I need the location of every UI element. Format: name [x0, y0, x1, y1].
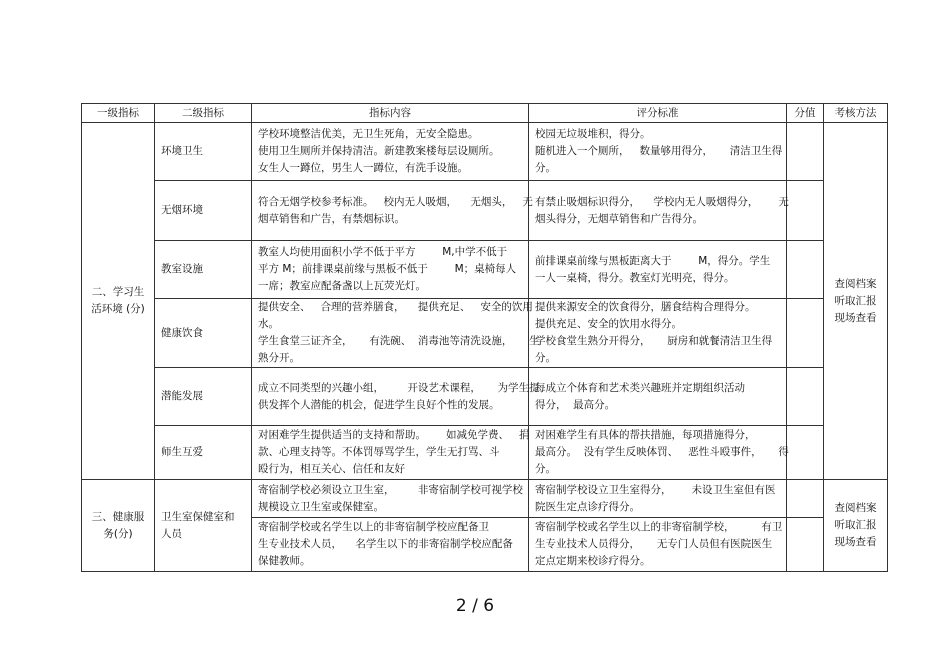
indicator-content-line: 供发挥个人潜能的机会，促进学生良好个性的发展。 — [258, 398, 500, 411]
scoring-criteria-line: 生专业技术人员得分， 无专门人员但有医院医生 — [535, 538, 773, 550]
table-row — [82, 241, 888, 299]
scoring-criteria-line: 每成立个体育和艺术类兴趣班并定期组织活动 — [535, 381, 745, 394]
level2-indicator: 师生互爱 — [155, 426, 252, 480]
table-row — [82, 368, 888, 426]
scoring-criteria-line: 分。 — [535, 463, 556, 475]
indicator-content-line: 款、心理支持等。不体罚辱骂学生，学生无打骂、斗 — [258, 446, 500, 458]
assessment-method-line: 听取汇报 — [834, 519, 877, 531]
indicator-content-line: 成立不同类型的兴趣小组， 开设艺术课程， 为学生提 — [258, 381, 540, 394]
score-cell — [787, 241, 824, 299]
level1-indicator-line: 活环境 (分) — [91, 303, 145, 315]
scoring-criteria-line: 对困难学生有具体的帮扶措施，每项措施得分， — [535, 429, 756, 441]
score-cell — [787, 123, 824, 181]
assessment-method-line: 现场查看 — [834, 536, 877, 548]
scoring-criteria-line: 分。 — [535, 352, 556, 364]
indicator-content-line: 殴行为，相互关心、信任和友好 — [258, 463, 405, 475]
scoring-criteria — [529, 480, 787, 518]
level1-indicator — [82, 123, 155, 480]
scoring-criteria-line: 学校食堂生熟分开得分， 厨房和就餐清洁卫生得 — [535, 335, 773, 347]
scoring-criteria — [529, 241, 787, 299]
scoring-criteria-line: 寄宿制学校或名学生以上的非寄宿制学校， 有卫 — [535, 521, 783, 533]
level2-indicator — [155, 480, 252, 572]
indicator-content-line: 保健教师。 — [258, 555, 311, 567]
indicator-content-line: 教室人均使用面积小学不低于平方 M,中学不低于 — [258, 246, 508, 258]
score-cell — [787, 181, 824, 241]
table-row — [82, 123, 888, 181]
scoring-criteria — [529, 299, 787, 368]
header-level2: 二级指标 — [155, 104, 252, 123]
level2-indicator-line: 卫生室保健室和 — [161, 510, 235, 523]
indicator-content-line: 平方 M；前排课桌前缘与黑板不低于 M；桌椅每人 — [258, 263, 517, 275]
indicator-content-line: 对困难学生提供适当的支持和帮助。 如减免学费、 捐 — [258, 429, 530, 441]
score-cell — [787, 480, 824, 518]
header-content: 指标内容 — [252, 104, 529, 123]
table-row — [82, 181, 888, 241]
indicator-content — [252, 368, 540, 426]
header-score: 分值 — [787, 104, 824, 123]
scoring-criteria-line: 前排课桌前缘与黑板距离大于 M，得分。学生 — [535, 254, 771, 267]
indicator-content-line: 寄宿制学校必须设立卫生室， 非寄宿制学校可视学校 — [258, 483, 523, 496]
indicator-content — [252, 241, 529, 299]
assessment-method-line: 听取汇报 — [834, 294, 877, 307]
indicator-content-line: 寄宿制学校或名学生以上的非寄宿制学校应配备卫 — [258, 521, 489, 533]
table-header-row — [82, 104, 888, 123]
header-method: 考核方法 — [824, 104, 888, 123]
level2-indicator-line: 人员 — [161, 527, 182, 540]
indicator-content — [252, 181, 533, 241]
indicator-content-line: 烟草销售和广告，有禁烟标识。 — [258, 212, 405, 225]
indicator-content-line: 符合无烟学校参考标准。 校内无人吸烟， 无烟头， 无 — [258, 195, 533, 208]
score-cell — [787, 518, 824, 572]
assessment-method-line: 现场查看 — [834, 311, 877, 324]
indicator-content-line: 女生人一蹲位，男生人一蹲位，有洗手设施。 — [258, 162, 468, 174]
indicator-content-line: 使用卫生厕所并保持清洁。新建教案楼每层设厕所。 — [258, 145, 500, 157]
scoring-criteria — [529, 368, 787, 426]
assessment-method-line: 查阅档案 — [834, 277, 877, 290]
table-row — [82, 299, 888, 368]
scoring-criteria-line: 最高分。 没有学生反映体罚、 恶性斗殴事件， 得 — [535, 446, 789, 458]
level2-indicator: 环境卫生 — [155, 123, 252, 181]
scoring-criteria-line: 一人一桌椅，得分。教室灯光明亮，得分。 — [535, 271, 735, 284]
score-cell — [787, 299, 824, 368]
indicator-content-line: 水。 — [258, 318, 279, 330]
indicator-content — [252, 480, 529, 518]
assessment-method — [824, 123, 888, 480]
level1-indicator — [82, 480, 155, 572]
indicator-content-line: 熟分开。 — [258, 352, 300, 364]
level1-indicator-line: 务(分) — [103, 527, 133, 540]
indicator-content-line: 一席；教室应配备盏以上瓦荧光灯。 — [258, 280, 426, 292]
scoring-criteria-line: 寄宿制学校设立卫生室得分， 未设卫生室但有医 — [535, 483, 776, 496]
indicator-content — [252, 299, 540, 368]
indicator-content-line: 提供安全、 合理的营养膳食， 提供充足、 安全的饮用 — [258, 301, 533, 313]
score-cell — [787, 368, 824, 426]
level2-indicator: 教室设施 — [155, 241, 252, 299]
scoring-criteria — [529, 518, 787, 572]
level2-indicator: 健康饮食 — [155, 299, 252, 368]
indicator-content-line: 学生食堂三证齐全， 有洗碗、 消毒池等清洗设施， 生 — [258, 335, 540, 347]
scoring-criteria — [529, 426, 787, 480]
level2-indicator: 无烟环境 — [155, 181, 252, 241]
indicator-content-line: 规模设立卫生室或保健室。 — [258, 500, 384, 513]
scoring-criteria-line: 校园无垃圾堆积，得分。 — [535, 128, 651, 140]
score-cell — [787, 426, 824, 480]
scoring-criteria-line: 烟头得分，无烟草销售和广告得分。 — [535, 212, 703, 225]
level1-indicator-line: 三、健康服 — [91, 510, 145, 523]
header-level1: 一级指标 — [82, 104, 155, 123]
scoring-criteria — [529, 123, 787, 181]
indicator-content — [252, 518, 529, 572]
assessment-method-line: 查阅档案 — [834, 502, 877, 514]
header-criteria: 评分标准 — [529, 104, 787, 123]
table-row — [82, 426, 888, 480]
scoring-criteria-line: 提供充足、安全的饮用水得分。 — [535, 318, 682, 330]
indicator-content-line: 生专业技术人员， 名学生以下的非寄宿制学校应配备 — [258, 538, 513, 550]
scoring-criteria-line: 定点定期来校诊疗得分。 — [535, 555, 651, 567]
scoring-criteria-line: 提供来源安全的饮食得分，膳食结构合理得分。 — [535, 301, 756, 313]
scoring-criteria-line: 随机进入一个厕所， 数量够用得分， 清洁卫生得 — [535, 145, 783, 157]
indicator-content-line: 学校环境整洁优美，无卫生死角，无安全隐患。 — [258, 128, 479, 140]
indicator-content — [252, 426, 529, 480]
indicator-content — [252, 123, 529, 181]
scoring-criteria — [529, 181, 787, 241]
scoring-criteria-line: 院医生定点诊疗得分。 — [535, 500, 640, 513]
page-number: 2 / 6 — [455, 596, 495, 616]
assessment-method — [824, 480, 888, 572]
level2-indicator: 潜能发展 — [155, 368, 252, 426]
scoring-criteria-line: 分。 — [535, 162, 556, 174]
evaluation-table — [81, 103, 888, 572]
level1-indicator-line: 二、学习生 — [91, 286, 145, 298]
scoring-criteria-line: 有禁止吸烟标识得分， 学校内无人吸烟得分， 无 — [535, 195, 789, 208]
table-row — [82, 480, 888, 518]
scoring-criteria-line: 得分， 最高分。 — [535, 398, 616, 411]
